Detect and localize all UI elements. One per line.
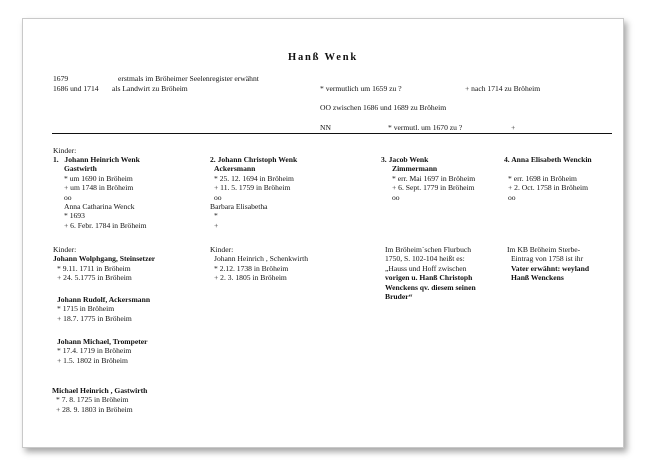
grandchildren-col-1 [53,245,155,283]
gc2-name: Johann Heinrich , Schenkwirth [214,254,309,264]
child-1-occupation: Gastwirth [64,164,97,174]
gc1-entry-2-name: Johann Rudolf, Ackersmann [57,295,151,304]
gc1-entry-4-birth: * 7. 8. 1725 in Bröheim [56,395,129,405]
grandchild-entry-4 [52,386,147,414]
child-3-birth: * err. Mai 1697 in Bröheim [392,173,476,183]
gc2-birth: * 2.12. 1738 in Bröheim [214,263,289,273]
gc2-label: Kinder: [210,245,234,254]
child-2-marriage: oo [214,192,222,202]
grandchild-entry-3 [53,337,148,365]
page-title: Hanß Wenk [288,52,358,63]
note4-line-2: Eintrag von 1758 ist ihr [511,254,584,264]
note3-line-6: Bruder“ [385,292,413,302]
header-year-1: 1679 [53,74,69,83]
child-2-name: Johann Christoph Wenk [217,155,298,164]
gc1-entry-2-death: + 18.7. 1775 in Bröheim [57,313,132,323]
child-1-marriage: oo [64,192,72,202]
divider-rule [52,133,612,134]
child-4-name: Anna Elisabeth Wenckin [511,155,592,164]
child-1-name: Johann Heinrich Wenk [64,155,140,164]
child-2-birth: * 25. 12. 1694 in Bröheim [214,173,294,183]
spouse-birth: * vermutl. um 1670 zu ? [388,123,463,132]
child-3-number: 3. [381,155,387,164]
grandchildren-col-2 [210,245,308,283]
gc1-entry-4-name: Michael Heinrich , Gastwirth [52,386,148,395]
header-text-2: als Landwirt zu Bröheim [112,84,188,93]
child-4-number: 4. [504,155,510,164]
child-3-death: + 6. Sept. 1779 in Bröheim [392,183,475,193]
note3-line-4: vorigen u. Hanß Christoph [385,273,473,283]
gc1-entry-3-name: Johann Michael, Trompeter [57,337,148,346]
child-2 [210,155,297,230]
child-4 [504,155,592,202]
gc1-entry-2-birth: * 1715 in Bröheim [57,304,115,314]
head-birth: * vermutlich um 1659 zu ? [320,84,402,93]
child-2-spouse: Barbara Elisabetha [210,202,268,212]
child-2-number: 2. [210,155,216,164]
note4-line-3: Vater erwähnt: weyland [511,263,590,273]
child-3-name: Jacob Wenk [388,155,429,164]
child-3 [381,155,475,202]
note3-line-2: 1750, S. 102-104 heißt es: [385,254,465,264]
note-col-3 [385,245,476,301]
gc1-entry-1-name: Johann Wolphgang, Steinsetzer [53,254,156,264]
document-page [22,18,624,448]
note3-line-1: Im Bröheim´schen Flurbuch [385,245,472,254]
spouse-death: + [511,123,516,132]
head-death: + nach 1714 zu Bröheim [465,84,541,93]
kinder-label: Kinder: [53,146,77,155]
gc1-label: Kinder: [53,245,77,254]
gc1-entry-3-death: + 1.5. 1802 in Bröheim [57,355,128,365]
gc1-entry-4-death: + 28. 9. 1803 in Bröheim [56,404,133,414]
gc1-entry-1-birth: * 9.11. 1711 in Bröheim [57,263,131,273]
child-4-marriage: oo [508,192,516,202]
child-1-number: 1. [53,155,59,164]
child-1-spouse-birth: * 1693 [64,211,85,221]
note3-line-5: Wenckens qv. diesem seinen [385,282,476,292]
header-year-2: 1686 und 1714 [53,84,99,93]
child-1-birth: * um 1690 in Bröheim [64,173,133,183]
note-col-4 [507,245,589,283]
child-2-death: + 11. 5. 1759 in Bröheim [214,183,291,193]
child-1-spouse: Anna Catharina Wenck [64,202,135,212]
header-text-1: erstmals im Bröheimer Seelenregister erwähnt [118,74,259,83]
child-3-marriage: oo [392,192,400,202]
child-4-death: + 2. Oct. 1758 in Bröheim [508,183,589,193]
spouse-name: NN [320,123,331,132]
child-3-occupation: Zimmermann [392,164,438,174]
note3-line-3: „Hauss und Hoff zwischen [385,263,467,273]
child-1 [53,155,147,230]
gc2-death: + 2. 3. 1805 in Bröheim [214,273,287,283]
child-1-death: + um 1748 in Bröheim [64,183,134,193]
child-2-spouse-death: + [214,220,219,230]
child-2-spouse-birth: * [214,211,218,221]
gc1-entry-3-birth: * 17.4. 1719 in Bröheim [57,346,132,356]
grandchild-entry-2 [53,295,150,323]
child-2-occupation: Ackersmann [214,164,256,174]
note4-line-1: Im KB Bröheim Sterbe- [507,245,581,254]
note4-line-4: Hanß Wenckens [511,273,564,283]
head-marriage: OO zwischen 1686 und 1689 zu Bröheim [320,103,447,112]
child-4-birth: * err. 1698 in Bröheim [508,173,577,183]
gc1-entry-1-death: + 24. 5.1775 in Bröheim [57,273,132,283]
child-1-spouse-death: + 6. Febr. 1784 in Bröheim [64,220,147,230]
